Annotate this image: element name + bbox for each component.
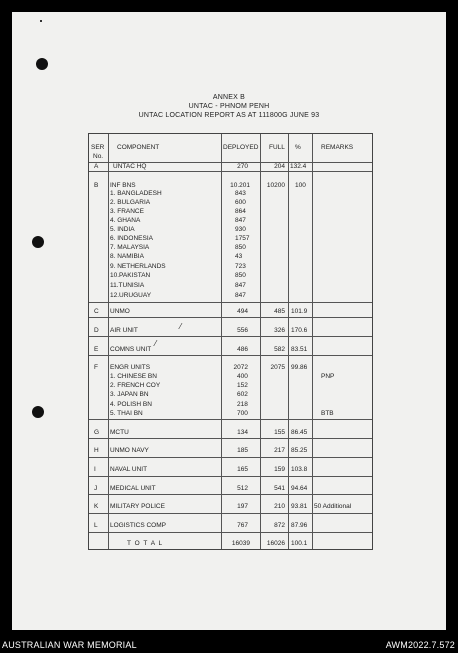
- row-rule: [89, 476, 372, 477]
- list-item-value: 43: [235, 253, 243, 260]
- list-item-value: 1757: [235, 235, 250, 242]
- row-ser: A: [94, 163, 99, 170]
- row-pct: 170.6: [291, 327, 308, 334]
- list-item: 5. THAI BN: [110, 410, 143, 417]
- list-item: 8. NAMIBIA: [110, 253, 144, 260]
- row-rule: [89, 171, 372, 172]
- row-rule: [89, 457, 372, 458]
- row-pct: 85.25: [291, 447, 308, 454]
- row-deployed: 494: [237, 308, 248, 315]
- list-item-value: 218: [237, 401, 248, 408]
- row-rule: [89, 532, 372, 533]
- list-item: 6. INDONESIA: [110, 235, 153, 242]
- row-rule: [89, 513, 372, 514]
- row-pct: 93.81: [291, 503, 308, 510]
- row-ser: F: [94, 364, 98, 371]
- row-pct: 94.64: [291, 485, 308, 492]
- row-ser: C: [94, 308, 99, 315]
- list-item: 4. POLISH BN: [110, 401, 152, 408]
- row-component: MCTU: [110, 429, 129, 436]
- row-component: MEDICAL UNIT: [110, 485, 156, 492]
- header-full: FULL: [269, 144, 285, 151]
- list-item-value: 400: [237, 373, 248, 380]
- row-deployed: 134: [237, 429, 248, 436]
- handwritten-mark: ⁄: [180, 322, 182, 331]
- row-ser: D: [94, 327, 99, 334]
- annex-label: ANNEX B: [212, 94, 246, 101]
- row-component: UNTAC HQ: [113, 163, 147, 170]
- punch-hole-middle: [32, 236, 44, 248]
- row-component: NAVAL UNIT: [110, 466, 148, 473]
- row-pct: 99.86: [291, 364, 308, 371]
- list-item-remark: PNP: [321, 373, 335, 380]
- row-full: 10200: [266, 182, 285, 189]
- list-item-value: 847: [235, 217, 246, 224]
- document-page: [12, 12, 446, 630]
- paper-speck: [40, 20, 42, 22]
- row-component: UNMO NAVY: [110, 447, 149, 454]
- row-full: 210: [274, 503, 285, 510]
- row-full: 217: [274, 447, 285, 454]
- punch-hole-top: [36, 58, 48, 70]
- row-rule: [89, 317, 372, 318]
- list-item-value: 602: [237, 391, 248, 398]
- row-component: LOGISTICS COMP: [110, 522, 166, 529]
- report-title: UNTAC LOCATION REPORT AS AT 111800G JUNE 93: [138, 112, 320, 119]
- header-pct: %: [295, 144, 301, 151]
- row-full: 326: [274, 327, 285, 334]
- list-item-value: 152: [237, 382, 248, 389]
- total-full: 16026: [266, 540, 285, 547]
- header-no: No.: [93, 153, 104, 160]
- row-ser: E: [94, 346, 99, 353]
- row-pct: 100: [295, 182, 306, 189]
- list-item-value: 864: [235, 208, 246, 215]
- list-item: 12.URUGUAY: [110, 292, 152, 299]
- handwritten-mark: ⁄: [155, 339, 157, 348]
- row-ser: I: [94, 466, 96, 473]
- column-divider: [288, 134, 289, 549]
- row-ser: K: [94, 503, 99, 510]
- archive-reference: AWM2022.7.572: [385, 640, 455, 650]
- row-full: 155: [274, 429, 285, 436]
- list-item: 1. BANGLADESH: [110, 190, 162, 197]
- row-deployed: 10.201: [230, 182, 250, 189]
- location-report-table: [88, 133, 373, 550]
- row-pct: 103.8: [291, 466, 308, 473]
- row-rule: [89, 336, 372, 337]
- header-component: COMPONENT: [117, 144, 160, 151]
- row-pct: 86.45: [291, 429, 308, 436]
- list-item-value: 930: [235, 226, 246, 233]
- row-rule: [89, 419, 372, 420]
- total-pct: 100.1: [291, 540, 308, 547]
- row-deployed: 556: [237, 327, 248, 334]
- list-item: 9. NETHERLANDS: [110, 263, 166, 270]
- row-ser: H: [94, 447, 99, 454]
- list-item: 1. CHINESE BN: [110, 373, 157, 380]
- list-item-value: 847: [235, 292, 246, 299]
- list-item: 2. BULGARIA: [110, 199, 151, 206]
- list-item-value: 850: [235, 244, 246, 251]
- list-item: 5. INDIA: [110, 226, 135, 233]
- row-pct: 132.4: [290, 163, 307, 170]
- row-full: 485: [274, 308, 285, 315]
- row-rule: [89, 302, 372, 303]
- row-deployed: 197: [237, 503, 248, 510]
- row-rule: [89, 494, 372, 495]
- list-item-remark: BTB: [321, 410, 334, 417]
- organisation-title: UNTAC - PHNOM PENH: [188, 103, 270, 110]
- row-component: INF BNS: [110, 182, 136, 189]
- row-full: 872: [274, 522, 285, 529]
- row-full: 204: [274, 163, 285, 170]
- row-rule: [89, 355, 372, 356]
- row-ser: J: [94, 485, 98, 492]
- row-component: MILITARY POLICE: [110, 503, 165, 510]
- row-pct: 87.96: [291, 522, 308, 529]
- row-component: ENGR UNITS: [110, 364, 151, 371]
- punch-hole-bottom: [32, 406, 44, 418]
- row-deployed: 185: [237, 447, 248, 454]
- total-deployed: 16039: [231, 540, 250, 547]
- archive-credit: AUSTRALIAN WAR MEMORIAL: [2, 640, 137, 650]
- row-full: 582: [274, 346, 285, 353]
- header-deployed: DEPLOYED: [223, 144, 259, 151]
- list-item-value: 847: [235, 282, 246, 289]
- row-full: 159: [274, 466, 285, 473]
- list-item: 7. MALAYSIA: [110, 244, 150, 251]
- row-full: 541: [274, 485, 285, 492]
- total-label: T O T A L: [127, 540, 164, 547]
- row-deployed: 270: [237, 163, 248, 170]
- list-item: 10.PAKISTAN: [110, 272, 151, 279]
- row-ser: L: [94, 522, 98, 529]
- list-item-value: 600: [235, 199, 246, 206]
- list-item-value: 700: [237, 410, 248, 417]
- list-item: 2. FRENCH COY: [110, 382, 161, 389]
- header-ser: SER: [91, 144, 105, 151]
- row-deployed: 165: [237, 466, 248, 473]
- row-remark: 50 Additional: [314, 503, 352, 510]
- row-pct: 101.9: [291, 308, 308, 315]
- list-item: 3. JAPAN BN: [110, 391, 149, 398]
- list-item-value: 850: [235, 272, 246, 279]
- row-ser: G: [94, 429, 100, 436]
- column-divider: [108, 134, 109, 549]
- row-ser: B: [94, 182, 99, 189]
- row-component: UNMO: [110, 308, 130, 315]
- row-deployed: 486: [237, 346, 248, 353]
- list-item: 11.TUNISIA: [110, 282, 145, 289]
- list-item-value: 843: [235, 190, 246, 197]
- row-rule: [89, 438, 372, 439]
- column-divider: [312, 134, 313, 549]
- row-deployed: 2072: [233, 364, 248, 371]
- row-component: AIR UNIT: [110, 327, 138, 334]
- list-item: 4. GHANA: [110, 217, 141, 224]
- row-component: COMNS UNIT: [110, 346, 152, 353]
- row-pct: 83.51: [291, 346, 308, 353]
- row-deployed: 512: [237, 485, 248, 492]
- list-item: 3. FRANCE: [110, 208, 144, 215]
- row-deployed: 767: [237, 522, 248, 529]
- header-remarks: REMARKS: [321, 144, 354, 151]
- row-full: 2075: [270, 364, 285, 371]
- list-item-value: 723: [235, 263, 246, 270]
